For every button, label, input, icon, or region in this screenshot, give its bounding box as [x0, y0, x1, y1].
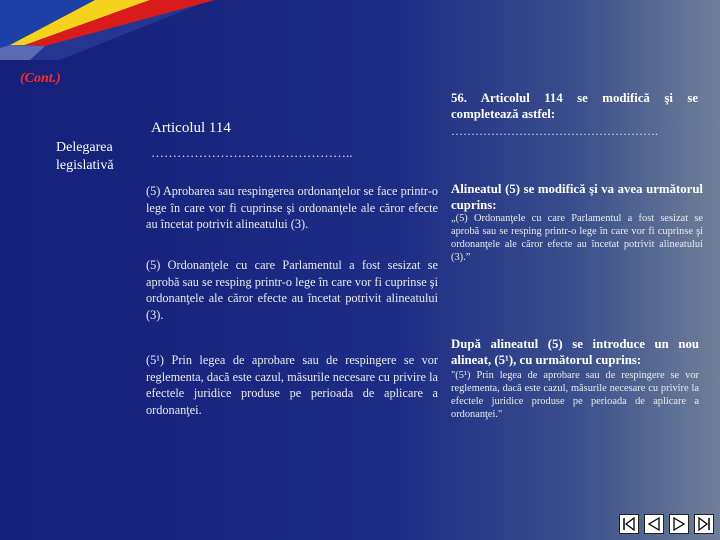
last-slide-button[interactable]: [694, 514, 714, 534]
next-slide-icon: [671, 516, 687, 532]
amendment-ellipsis: …………………………………………….: [451, 124, 658, 138]
insertion-quote: "(5¹) Prin legea de aprobare sau de respingere se vor reglementa, dacă este cazul, măsurile necesare cu privire la efectele juridice produse pe perioada de aplicare a ordonanţei.": [451, 370, 699, 420]
first-slide-button[interactable]: [619, 514, 639, 534]
section-label: [56, 139, 114, 175]
section-label-line1: Delegarea: [56, 140, 113, 155]
cont-label: (Cont.): [20, 71, 61, 86]
modification-heading: Alineatul (5) se modifică şi va avea următorul cuprins:: [451, 182, 703, 212]
amended-paragraph-5: (5) Ordonanţele cu care Parlamentul a fost sesizat se aprobă sau se resping printr-o lege în care vor fi cuprinse şi ordonanţele ale căror efecte au încetat potrivit alineatului (3).: [146, 258, 438, 322]
article-ellipsis: ………………………………………..: [151, 145, 353, 160]
section-label-line2: legislativă: [56, 158, 114, 173]
new-paragraph-5-1: (5¹) Prin legea de aprobare sau de respingere se vor reglementa, dacă este cazul, măsurile necesare cu privire la efectele juridice produse pe perioada de aplicare a ordonanţei.: [146, 353, 438, 417]
flag-decoration: [0, 0, 720, 60]
previous-slide-icon: [646, 516, 662, 532]
amendment-heading: 56. Articolul 114 se modifică şi se completează astfel:: [451, 91, 698, 121]
slide-navigation: [619, 514, 714, 534]
insertion-heading: După alineatul (5) se introduce un nou alineat, (5¹), cu următorul cuprins:: [451, 337, 699, 367]
article-title: Articolul 114: [151, 120, 231, 136]
original-paragraph-5: (5) Aprobarea sau respingerea ordonanţelor se face printr-o lege în care vor fi cuprinse şi ordonanţele ale căror efecte au încetat potrivit alineatului (3).: [146, 184, 438, 231]
next-slide-button[interactable]: [669, 514, 689, 534]
modification-quote: „(5) Ordonanţele cu care Parlamentul a fost sesizat se aprobă sau se resping printr-o lege în care vor fi cuprinse şi ordonanţele ale căror efecte au încetat potrivit alineatului (3).”: [451, 213, 703, 263]
first-slide-icon: [621, 516, 637, 532]
last-slide-icon: [696, 516, 712, 532]
previous-slide-button[interactable]: [644, 514, 664, 534]
